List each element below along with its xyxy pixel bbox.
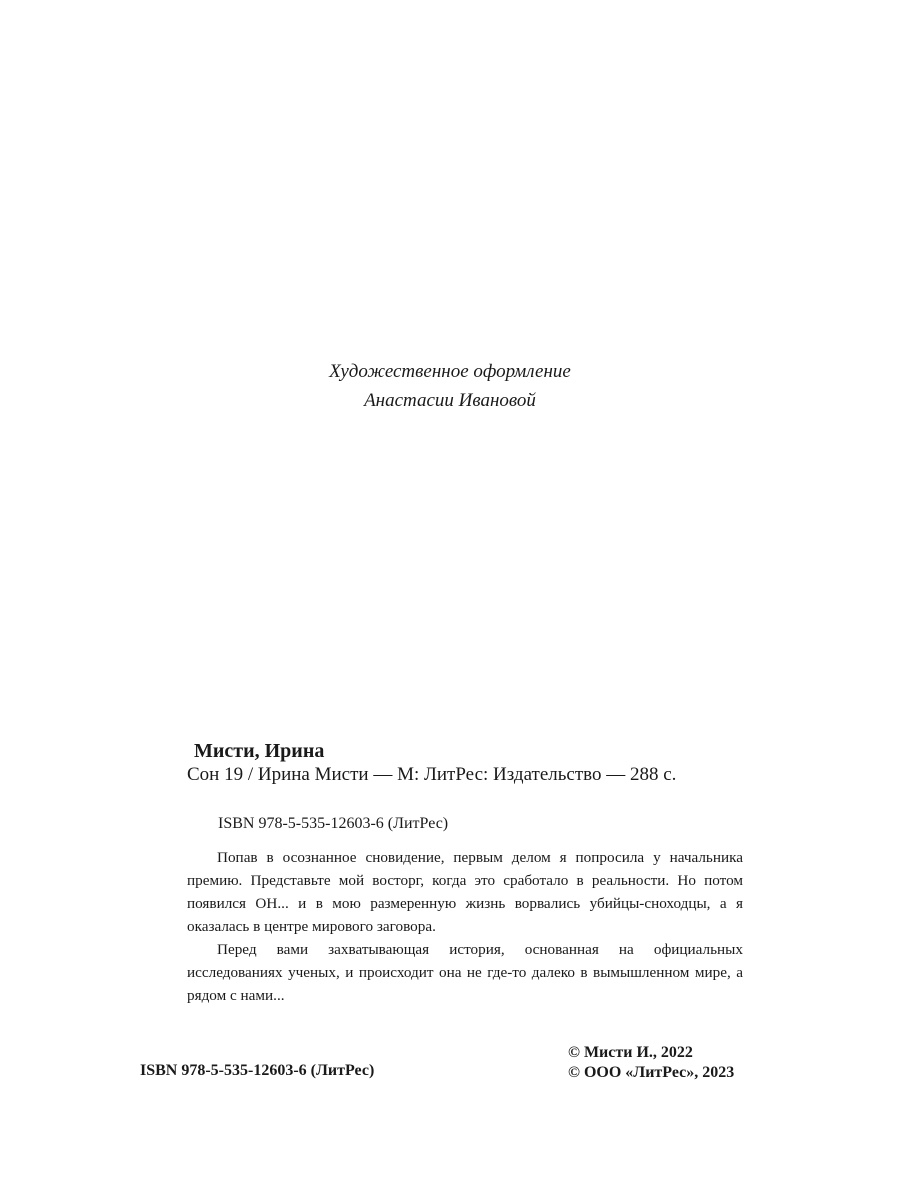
copyright-publisher: © ООО «ЛитРес», 2023 <box>568 1064 735 1081</box>
copyright-author: © Мисти И., 2022 <box>568 1044 693 1061</box>
annotation-paragraph: Перед вами захватывающая история, основанная на официальных исследованиях ученых, и происходит она не где-то далеко в вымышленном мире, а рядом с нами... <box>187 941 743 1004</box>
copyright-block <box>568 1043 734 1083</box>
catalog-isbn: ISBN 978-5-535-12603-6 (ЛитРес) <box>218 815 449 832</box>
design-credit-line-1: Художественное оформление <box>329 361 571 382</box>
catalog-bibliographic-line: Сон 19 / Ирина Мисти — М: ЛитРес: Издательство — 288 с. <box>187 764 677 785</box>
annotation <box>187 846 743 1007</box>
annotation-paragraph: Попав в осознанное сновидение, первым делом я попросила у начальника премию. Представьте мой восторг, когда это сработало в реальности. Но потом появился ОН... и в мою размеренную жизнь ворвались убийцы-сноходцы, а я оказалась в центре мирового заговора. <box>187 849 743 935</box>
design-credit-line-2: Анастасии Ивановой <box>364 390 536 411</box>
footer-isbn: ISBN 978-5-535-12603-6 (ЛитРес) <box>140 1062 375 1079</box>
design-credit <box>0 357 900 415</box>
catalog-author: Мисти, Ирина <box>194 740 325 762</box>
